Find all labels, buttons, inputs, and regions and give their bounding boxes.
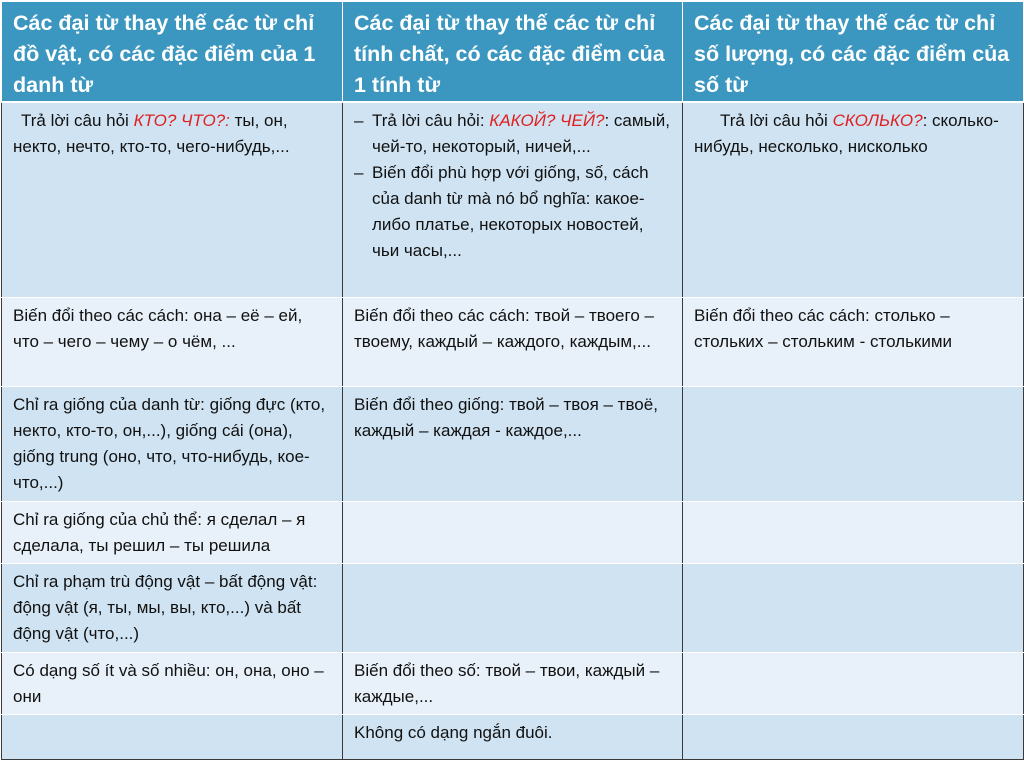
table-row: [2, 386, 1024, 501]
pronoun-comparison-table: [1, 1, 1024, 760]
table-row: [2, 501, 1024, 563]
table-row: [2, 297, 1024, 386]
table-row: [2, 714, 1024, 759]
table-cell: Không có dạng ngắn đuôi.: [343, 714, 683, 759]
table-cell: Chỉ ra phạm trù động vật – bất động vật: động vật (я, ты, мы, вы, кто,...) và bất động vật (что,...): [2, 563, 343, 652]
table-cell: [683, 386, 1024, 501]
table-cell: Có dạng số ít và số nhiều: он, она, оно – они: [2, 652, 343, 714]
question-highlight: КТО? ЧТО?:: [133, 111, 230, 130]
table-cell: [683, 563, 1024, 652]
dash-bullet: –: [354, 111, 364, 130]
table-cell: Biến đổi theo giống: твой – твоя – твоё, каждый – каждая - каждое,...: [343, 386, 683, 501]
question-highlight: КАКОЙ? ЧЕЙ?: [489, 111, 605, 130]
table-cell: [343, 563, 683, 652]
header-adjective-pronouns: Các đại từ thay thế các từ chỉ tính chất, có các đặc điểm của 1 tính từ: [343, 2, 683, 103]
table-cell: Chỉ ra giống của danh từ: giống đực (кто, некто, кто-то, он,...), giống cái (она), giống trung (оно, что, что-нибудь, кое-что,...): [2, 386, 343, 501]
table-row: [2, 652, 1024, 714]
question-highlight: СКОЛЬКО?: [832, 111, 923, 130]
table-cell: [683, 652, 1024, 714]
table-row: [2, 102, 1024, 297]
table-cell: [683, 714, 1024, 759]
table-cell: Biến đổi theo các cách: она – её – ей, что – чего – чему – о чём, ...: [2, 297, 343, 386]
table-cell: [343, 501, 683, 563]
table-cell: [343, 102, 683, 297]
table-cell: [683, 501, 1024, 563]
table-cell: Biến đổi theo các cách: столько – стольких – стольким - столькими: [683, 297, 1024, 386]
table-cell: Chỉ ra giống của chủ thể: я сделал – я сделала, ты решил – ты решила: [2, 501, 343, 563]
header-noun-pronouns: Các đại từ thay thế các từ chỉ đồ vật, có các đặc điểm của 1 danh từ: [2, 2, 343, 103]
table-row: [2, 563, 1024, 652]
cell-text: Trả lời câu hỏi КТО? ЧТО?: ты, он, некто, нечто, кто-то, чего-нибудь,...: [13, 111, 290, 156]
list-item: – Biến đổi phù hợp với giống, số, cách của danh từ mà nó bổ nghĩa: какое-либо платье, некоторых новостей, чьи часы,...: [354, 160, 672, 264]
table-cell: [2, 714, 343, 759]
cell-text: Trả lời câu hỏi СКОЛЬКО?: сколько-нибудь, несколько, нисколько: [694, 111, 999, 156]
dash-bullet: –: [354, 163, 364, 182]
header-row: [2, 2, 1024, 103]
table-cell: [683, 102, 1024, 297]
table-cell: Biến đổi theo các cách: твой – твоего – твоему, каждый – каждого, каждым,...: [343, 297, 683, 386]
table-cell: [2, 102, 343, 297]
table-cell: Biến đổi theo số: твой – твои, каждый – каждые,...: [343, 652, 683, 714]
header-numeral-pronouns: Các đại từ thay thế các từ chỉ số lượng, có các đặc điểm của số từ: [683, 2, 1024, 103]
list-item: – Trả lời câu hỏi: КАКОЙ? ЧЕЙ?: самый, чей-то, некоторый, ничей,...: [354, 108, 672, 160]
bullet-list: [354, 108, 672, 264]
